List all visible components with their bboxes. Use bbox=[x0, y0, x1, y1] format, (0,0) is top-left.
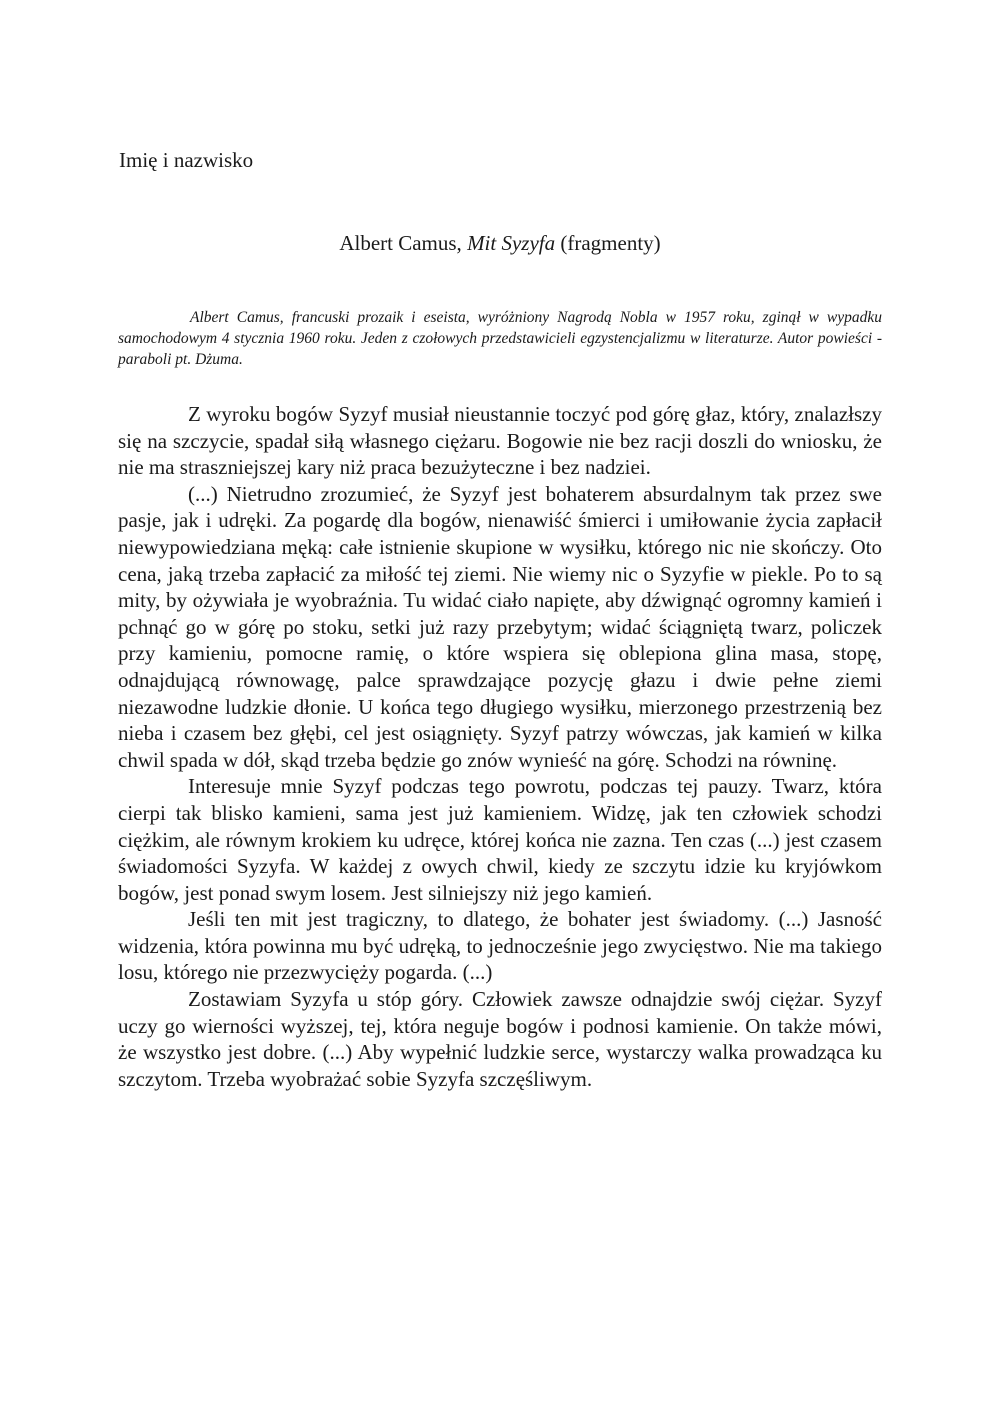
name-field-label: Imię i nazwisko bbox=[119, 148, 254, 172]
paragraph: (...) Nietrudno zrozumieć, że Syzyf jest bohaterem absurdalnym tak przez swe pasje, jak i udręki. Za pogardę dla bogów, nienawiść śmierci i umiłowanie życia zapłacił niewypowiedziana męką: całe istnienie skupione w wysiłku, którego nic nie skończy. Oto cena, jaką trzeba zapłacić za miłość tej ziemi. Nie wiemy nic o Syzyfie w piekle. Po to są mity, by ożywiała je wyobraźnia. Tu widać ciało napięte, aby dźwignąć ogromny kamień i pchnąć go w górę po stoku, setki już razy przebytym; widać ściągniętą twarz, policzek przy kamieniu, pomocne ramię, o które wspiera się oblepiona glina masa, stopę, odnajdującą równowagę, palce sprawdzające pozycję głazu i dwie pełne ziemi niezawodne ludzkie dłonie. U końca tego długiego wysiłku, mierzonego przestrzenią bez nieba i czasem bez głębi, cel jest osiągnięty. Syzyf patrzy wówczas, jak kamień w kilka chwil spada w dół, skąd trzeba będzie go znów wynieść na górę. Schodzi na równinę. bbox=[118, 481, 882, 772]
paragraph: Interesuje mnie Syzyf podczas tego powrotu, podczas tej pauzy. Twarz, która cierpi tak blisko kamieni, sama jest już kamieniem. Widzę, jak ten człowiek schodzi ciężkim, ale równym krokiem ku udręce, której końca nie zazna. Ten czas (...) jest czasem świadomości Syzyfa. W każdej z owych chwil, kiedy ze szczytu idzie ku kryjówkom bogów, jest ponad swym losem. Jest silniejszy niż jego kamień. bbox=[118, 774, 882, 905]
document-title bbox=[118, 229, 882, 257]
paragraph: Zostawiam Syzyfa u stóp góry. Człowiek zawsze odnajdzie swój ciężar. Syzyf uczy go wierności wyższej, tej, która neguje bogów i podnosi kamienie. On także mówi, że wszystko jest dobre. (...) Aby wypełnić ludzkie serce, wystarczy walka prowadząca ku szczytom. Trzeba wyobrażać sobie Syzyfa szczęśliwym. bbox=[118, 987, 882, 1091]
title-work: Mit Syzyfa bbox=[467, 231, 556, 255]
paragraph: Z wyroku bogów Syzyf musiał nieustannie toczyć pod górę głaz, który, znalazłszy się na szczycie, spadał siłą własnego ciężaru. Bogowie nie bez racji doszli do wniosku, że nie ma straszniejszej kary niż praca bezużyteczne i bez nadziei. bbox=[118, 402, 882, 480]
title-suffix: (fragmenty) bbox=[555, 231, 661, 255]
title-author: Albert Camus, bbox=[339, 231, 468, 255]
paragraph: Jeśli ten mit jest tragiczny, to dlatego, że bohater jest świadomy. (...) Jasność widzenia, która powinna mu być udręką, to jednocześnie jego zwycięstwo. Nie ma takiego losu, którego nie przezwycięży pogarda. (...) bbox=[118, 907, 882, 985]
author-intro: Albert Camus, francuski prozaik i eseista, wyróżniony Nagrodą Nobla w 1957 roku, zginął w wypadku samochodowym 4 stycznia 1960 roku. Jeden z czołowych przedstawicieli egzystencjalizmu w literaturze. Autor powieści - paraboli pt. Dżuma. bbox=[118, 309, 882, 368]
excerpt-body bbox=[118, 401, 882, 1092]
